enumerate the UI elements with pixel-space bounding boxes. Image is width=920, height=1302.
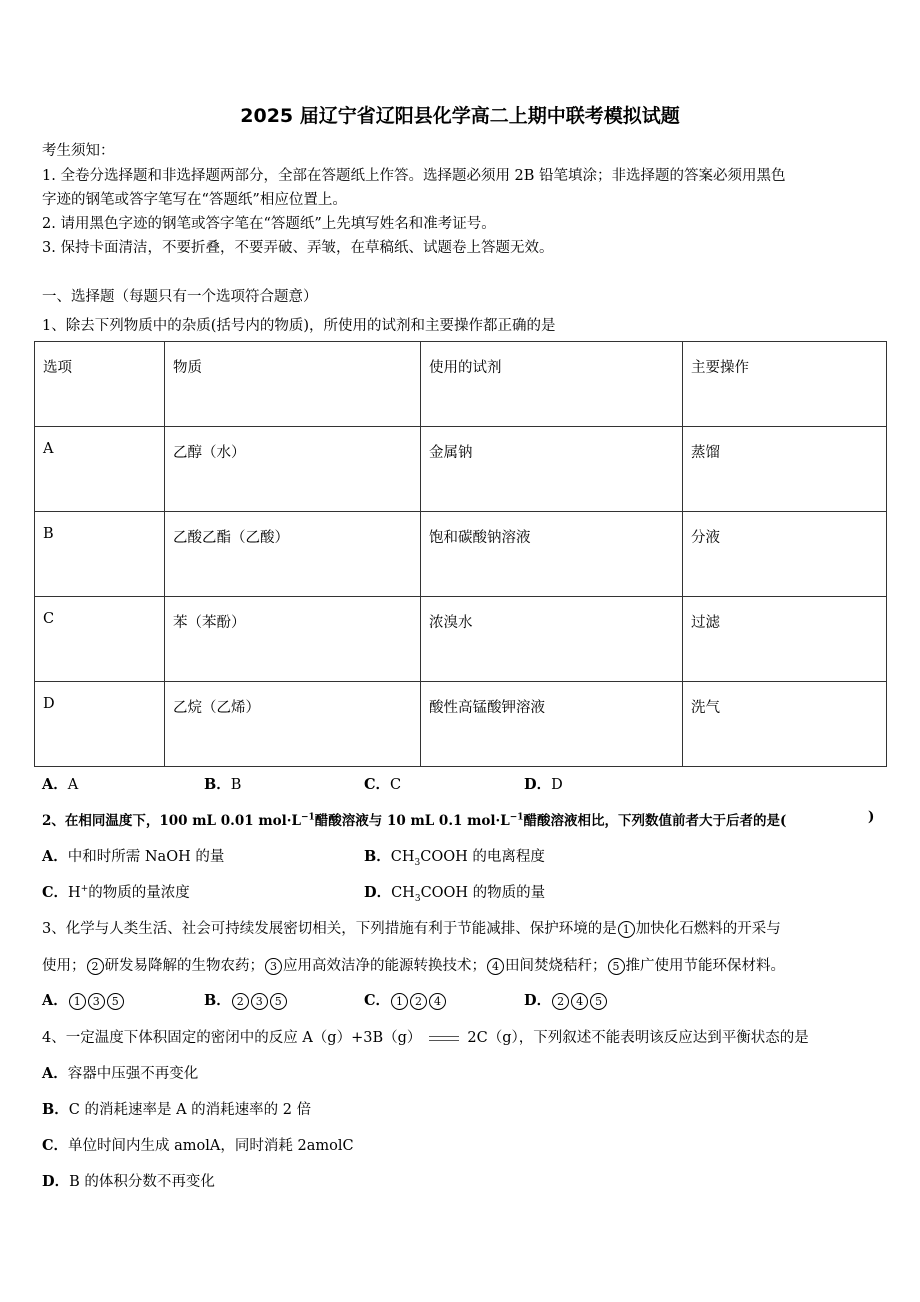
q2-option-c[interactable] (42, 881, 190, 902)
table-cell: 分液 (683, 512, 887, 597)
table-cell: 蒸馏 (683, 427, 887, 512)
exam-title: 2025 届辽宁省辽阳县化学高二上期中联考模拟试题 (240, 105, 680, 127)
q2-stem-part: 醋酸溶液相比，下列数值前者大于后者的是( (523, 813, 787, 829)
q3-stem-line1 (42, 917, 781, 938)
circled-number: 5 (107, 993, 124, 1010)
section-heading: 一、选择题（每题只有一个选项符合题意） (42, 289, 318, 305)
q2-stem-part: 2、在相同温度下，100 mL 0.01 mol·L (42, 813, 301, 829)
notice-item-3: 3. 保持卡面清洁，不要折叠，不要弄破、弄皱，在草稿纸、试题卷上答题无效。 (42, 240, 554, 256)
q4-option-b[interactable] (42, 1098, 311, 1119)
option-label: D． (524, 776, 552, 793)
circled-number: 2 (410, 993, 427, 1010)
q4-option-a[interactable] (42, 1062, 198, 1083)
q2-option-a[interactable] (42, 845, 224, 866)
option-label: B． (204, 776, 231, 793)
header-cell: 选项 (35, 342, 165, 427)
q1-option-d[interactable] (524, 773, 563, 794)
option-label: B． (204, 992, 231, 1009)
option-label: B． (364, 848, 391, 865)
notice-item-1: 1. 全卷分选择题和非选择题两部分，全部在答题纸上作答。选择题必须用 2B 铅笔填涂；非选择题的答案必须用黑色 (42, 168, 786, 184)
table-cell: 过滤 (683, 597, 887, 682)
table-cell: D (35, 682, 165, 767)
subscript: 3 (414, 857, 421, 868)
option-text: H (68, 885, 81, 901)
q2-superscript: −1 (509, 812, 524, 823)
q3-option-b[interactable] (204, 989, 288, 1010)
notice-item-1-cont: 字迹的钢笔或答字笔写在“答题纸”相应位置上。 (42, 192, 347, 208)
header-cell: 主要操作 (683, 342, 887, 427)
option-label: B． (42, 1101, 69, 1118)
superscript: + (80, 884, 89, 895)
option-text: CH (390, 849, 415, 865)
option-text: C 的消耗速率是 A 的消耗速率的 2 倍 (68, 1102, 312, 1118)
circled-number: 4 (429, 993, 446, 1010)
option-label: A． (42, 1065, 68, 1082)
q1-table (34, 341, 887, 767)
table-row (35, 597, 887, 682)
q2-superscript: −1 (300, 812, 315, 823)
circled-number: 1 (618, 921, 635, 938)
option-text: 单位时间内生成 amolA，同时消耗 2amolC (68, 1138, 354, 1154)
option-label: D． (364, 884, 392, 901)
circled-number: 3 (251, 993, 268, 1010)
option-text: B (230, 777, 242, 793)
circled-number: 3 (265, 958, 282, 975)
table-cell: A (35, 427, 165, 512)
q1-option-a[interactable] (42, 773, 78, 794)
q3-text: 3、化学与人类生活、社会可持续发展密切相关，下列措施有利于节能减排、保护环境的是 (42, 921, 617, 937)
q3-text: 应用高效洁净的能源转换技术； (283, 958, 486, 974)
option-text: B 的体积分数不再变化 (69, 1174, 215, 1190)
option-text: 中和时所需 NaOH 的量 (67, 849, 225, 865)
circled-number: 4 (571, 993, 588, 1010)
table-cell: 乙醇（水） (165, 427, 421, 512)
q4-text: 4、一定温度下体积固定的密闭中的反应 A（g）+3B（g） (42, 1030, 422, 1046)
option-label: C． (42, 884, 69, 901)
circled-number: 4 (487, 958, 504, 975)
q2-option-b[interactable] (364, 845, 545, 868)
q1-option-b[interactable] (204, 773, 241, 794)
circled-number: 3 (88, 993, 105, 1010)
q3-stem-line2 (42, 954, 785, 975)
option-label: C． (364, 992, 391, 1009)
q3-text: 使用； (42, 958, 86, 974)
table-cell: 饱和碳酸钠溶液 (421, 512, 683, 597)
q3-text: 研发易降解的生物农药； (104, 958, 264, 974)
circled-number: 2 (232, 993, 249, 1010)
q2-stem (42, 809, 786, 829)
circled-number: 5 (270, 993, 287, 1010)
option-text: C (390, 777, 402, 793)
q4-option-d[interactable] (42, 1170, 215, 1191)
option-text: CH (391, 885, 415, 901)
q1-option-c[interactable] (364, 773, 401, 794)
q3-option-c[interactable] (364, 989, 447, 1010)
q3-option-d[interactable] (524, 989, 608, 1010)
table-header-row (35, 342, 887, 427)
table-cell: 苯（苯酚） (165, 597, 421, 682)
option-text: COOH 的物质的量 (420, 885, 546, 901)
option-label: A． (42, 848, 68, 865)
q3-text: 加快化石燃料的开采与 (635, 921, 781, 937)
q4-stem (42, 1026, 809, 1047)
option-label: D． (42, 1173, 70, 1190)
table-cell: B (35, 512, 165, 597)
table-cell: 酸性高锰酸钾溶液 (421, 682, 683, 767)
option-label: A． (42, 776, 68, 793)
q3-text: 田间焚烧秸秆； (505, 958, 607, 974)
circled-number: 1 (69, 993, 86, 1010)
table-row (35, 512, 887, 597)
table-cell: 金属钠 (421, 427, 683, 512)
option-text: 容器中压强不再变化 (67, 1066, 199, 1082)
option-label: C． (42, 1137, 69, 1154)
q3-option-a[interactable] (42, 989, 125, 1010)
q2-stem-part: 醋酸溶液与 10 mL 0.1 mol·L (314, 813, 510, 829)
table-row (35, 682, 887, 767)
option-text: 的物质的量浓度 (88, 885, 190, 901)
option-label: D． (524, 992, 552, 1009)
q3-text: 推广使用节能环保材料。 (625, 958, 785, 974)
table-cell: 洗气 (683, 682, 887, 767)
q4-text: 2C（g），下列叙述不能表明该反应达到平衡状态的是 (467, 1030, 809, 1046)
circled-number: 2 (87, 958, 104, 975)
circled-number: 2 (552, 993, 569, 1010)
table-cell: 乙烷（乙烯） (165, 682, 421, 767)
table-cell: 浓溴水 (421, 597, 683, 682)
option-text: D (551, 777, 563, 793)
circled-number: 5 (608, 958, 625, 975)
notice-item-2: 2. 请用黑色字迹的钢笔或答字笔在“答题纸”上先填写姓名和准考证号。 (42, 216, 496, 232)
equilibrium-arrow-icon (427, 1033, 461, 1043)
subscript: 3 (414, 893, 421, 904)
circled-number: 5 (590, 993, 607, 1010)
table-row (35, 427, 887, 512)
q1-stem: 1、除去下列物质中的杂质(括号内的物质)，所使用的试剂和主要操作都正确的是 (42, 318, 556, 334)
header-cell: 使用的试剂 (421, 342, 683, 427)
option-label: A． (42, 992, 68, 1009)
circled-number: 1 (391, 993, 408, 1010)
table-cell: C (35, 597, 165, 682)
option-text: A (67, 777, 79, 793)
q4-option-c[interactable] (42, 1134, 354, 1155)
notice-heading: 考生须知： (42, 143, 115, 159)
option-text: COOH 的电离程度 (420, 849, 545, 865)
option-label: C． (364, 776, 391, 793)
table-cell: 乙酸乙酯（乙酸） (165, 512, 421, 597)
q2-stem-close: ) (868, 809, 875, 825)
q2-option-d[interactable] (364, 881, 545, 904)
header-cell: 物质 (165, 342, 421, 427)
